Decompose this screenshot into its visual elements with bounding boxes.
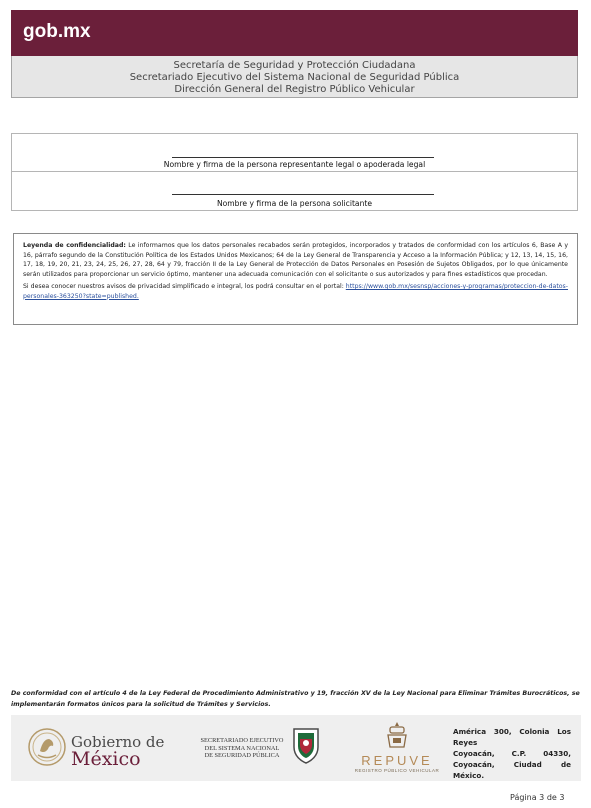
repuve-subtitle: REGISTRO PÚBLICO VEHICULAR xyxy=(354,768,440,773)
address-line-1: América 300, Colonia Los Reyes xyxy=(453,727,571,747)
confidentiality-body: Le informamos que los datos personales recabados serán protegidos, incorporados y tratados de conformidad con los artículos 6, Base A y 16, párrafo segundo de la Constitución Política de los Estados Unidos Mexicanos; 64 de la Ley General de Transparencia y Acceso a la Información Pública; y 12, 13, 14, 15, 16, 17, 18, 19, 20, 21, 23, 24, 25, 26, 27, 28, 64 y 79, fracción II de la Ley General de Protección de Datos Personales en Posesión de Sujetos Obligados, por lo que únicamente serán utilizados para proporcionar un servicio óptimo, mantener una adecuada comunicación con el solicitante o sus autorizados y para fines estadísticos que procedan. xyxy=(23,242,569,278)
header-line-2: Secretariado Ejecutivo del Sistema Nacional de Seguridad Pública xyxy=(129,72,460,83)
repuve-emblem-icon xyxy=(384,721,410,751)
confidentiality-title: Leyenda de confidencialidad: xyxy=(23,242,126,249)
agency-header xyxy=(11,56,578,98)
repuve-logo xyxy=(351,719,443,773)
gobierno-de-mexico-logo xyxy=(27,727,167,771)
privacy-link[interactable]: https://www.gob.mx/sesnsp/acciones-y-programas/proteccion-de-datos-personales-363250?state=published. xyxy=(23,283,568,300)
applicant-signature-caption: Nombre y firma de la persona solicitante xyxy=(216,199,373,208)
header-line-3: Dirección General del Registro Público Vehicular xyxy=(174,84,415,95)
privacy-paragraph xyxy=(23,282,568,301)
representative-signature-caption: Nombre y firma de la persona representante legal o apoderada legal xyxy=(163,160,426,169)
national-seal-icon xyxy=(27,727,67,767)
signature-line xyxy=(172,194,434,195)
header-line-1: Secretaría de Seguridad y Protección Ciudadana xyxy=(173,60,416,71)
applicant-signature-box xyxy=(11,171,578,211)
sesnsp-logo-text xyxy=(189,737,295,760)
privacy-text: Si desea conocer nuestros avisos de privacidad simplificado e integral, los podrá consultar en el portal: xyxy=(23,283,344,290)
mexico-text: México xyxy=(71,748,141,770)
gob-mx-banner xyxy=(11,10,578,56)
office-address xyxy=(453,726,571,781)
confidentiality-notice xyxy=(13,233,578,325)
shield-icon xyxy=(291,725,321,765)
sesnsp-line-2: DEL SISTEMA NACIONAL xyxy=(204,744,280,752)
confidentiality-paragraph xyxy=(23,241,568,279)
legal-footnote: De conformidad con el artículo 4 de la Ley Federal de Procedimiento Administrativo y 19, fracción XV de la Ley Nacional para Eliminar Trámites Burocráticos, se implementarán formatos únicos para la solicitud de Trámites y Servicios. xyxy=(11,690,580,708)
gob-mx-logo[interactable]: gob.mx xyxy=(23,21,91,42)
signature-line xyxy=(172,157,434,158)
sesnsp-line-3: DE SEGURIDAD PÚBLICA xyxy=(204,752,280,759)
sesnsp-line-1: SECRETARIADO EJECUTIVO xyxy=(200,737,284,744)
address-line-3: Coyoacán, Ciudad de México. xyxy=(453,760,571,780)
gobierno-de-text: Gobierno de xyxy=(71,733,165,751)
address-line-2: Coyoacán, C.P. 04330, xyxy=(453,749,571,758)
repuve-name: REPUVE xyxy=(361,753,433,768)
footer-band xyxy=(11,715,581,781)
page-number: Página 3 de 3 xyxy=(510,793,565,802)
representative-signature-box xyxy=(11,133,578,172)
